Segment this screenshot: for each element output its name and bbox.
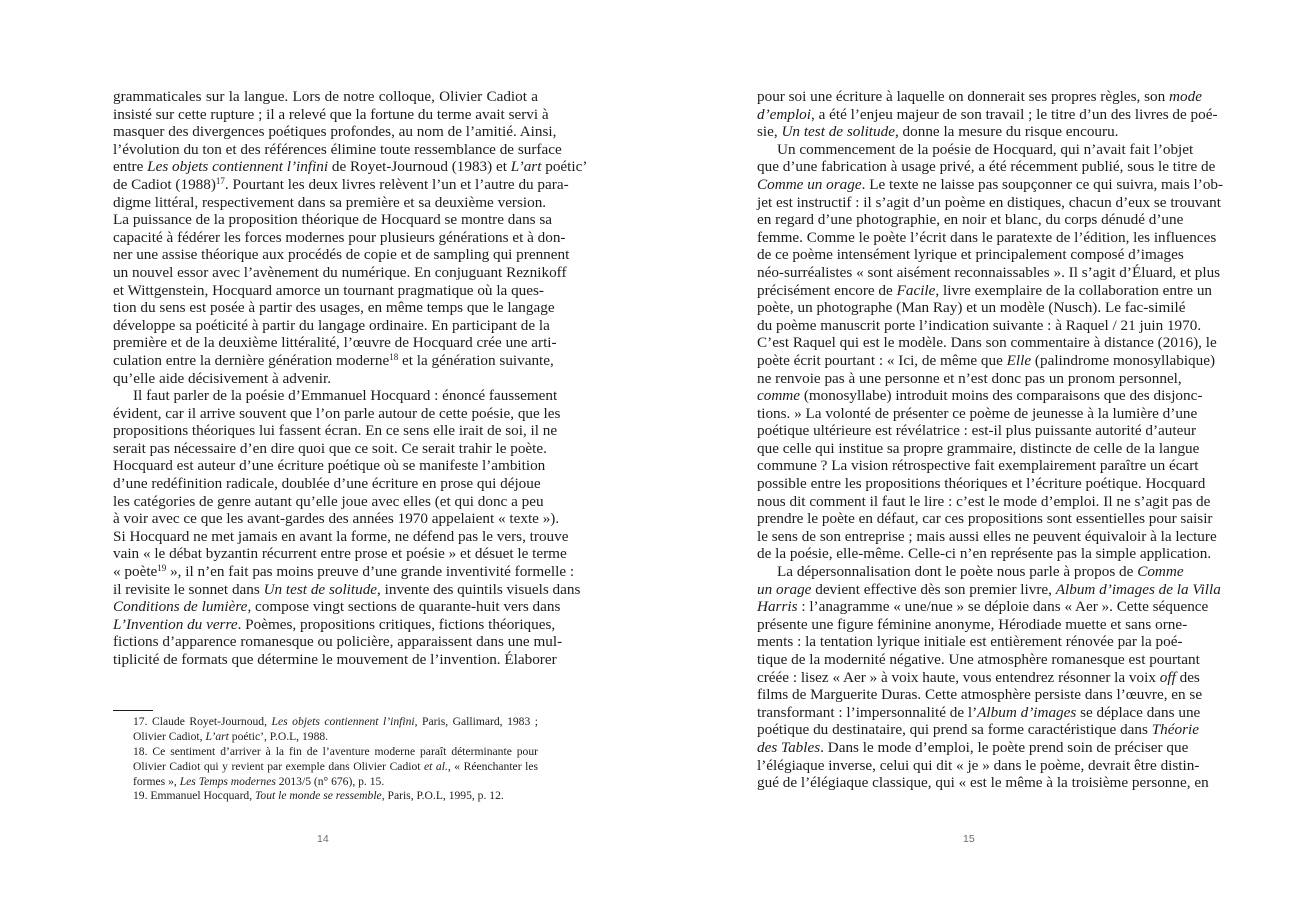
text-line	[757, 387, 1203, 405]
text-run: évident, car il arrive souvent que l’on parle autour de cette poésie, que les	[113, 404, 561, 422]
left-page	[0, 0, 646, 913]
text-run: 17. Claude Royet-Journoud,	[133, 715, 272, 728]
text-run: . Le texte ne laisse pas soupçonner ce qui suivra, mais l’ob-	[861, 175, 1224, 193]
text-run: , donne la mesure du risque encouru.	[894, 123, 1119, 141]
text-run: première et de la deuxième littéralité, l’œuvre de Hocquard crée une arti-	[113, 334, 557, 352]
text-line	[757, 580, 1221, 599]
text-line	[113, 510, 560, 528]
text-run: La puissance de la proposition théorique de Hocquard se montre dans sa	[113, 211, 553, 229]
italic-title: un orage	[757, 580, 812, 598]
text-line	[113, 246, 570, 264]
text-run: , compose vingt sections de quarante-huit vers dans	[247, 598, 561, 616]
text-run: « poète	[113, 563, 158, 581]
footnote-line	[133, 715, 538, 730]
page-number: 15	[963, 833, 975, 845]
italic-title: Conditions de lumière	[113, 598, 248, 616]
text-line	[113, 598, 561, 616]
text-line	[113, 334, 557, 352]
text-line	[113, 439, 547, 458]
text-line	[757, 158, 1216, 176]
text-line	[113, 370, 538, 388]
text-run: poétique du destinataire, qui prend sa forme caractéristique dans	[757, 721, 1152, 739]
text-line	[113, 175, 569, 194]
text-line	[757, 527, 1217, 546]
text-run: , Paris, Gallimard, 1983 ;	[414, 715, 539, 728]
text-run: films de Marguerite Duras. Cette atmosphère persiste dans l’œuvre, en se	[757, 686, 1203, 704]
italic-title: et al.	[424, 759, 448, 773]
text-run: poétique ultérieure est révélatrice : est-il plus puissante autorité d’auteur	[757, 422, 1197, 440]
text-line	[757, 334, 1217, 352]
text-run: femme. Comme le poète l’écrit dans le paratexte de l’édition, les influences	[757, 228, 1217, 246]
text-run: propositions théoriques lui fassent écran. En ce sens elle irait de soi, il ne	[113, 422, 558, 440]
text-run: à voir avec ce que les avant-gardes des années 1970 appelaient « texte »).	[113, 510, 560, 528]
text-run: l’évolution du ton et des références élimine toute ressemblance de surface	[113, 140, 562, 158]
text-run: : l’anagramme « une/nue » se déploie dans « Aer ». Cette séquence	[797, 598, 1209, 616]
text-run: commune ? La vision rétrospective fait exemplairement paraître un écart	[757, 457, 1199, 475]
text-line	[757, 211, 1184, 229]
text-run: tique de la modernité négative. Une atmosphère romanesque est pourtant	[757, 651, 1200, 668]
text-run: Il faut parler de la poésie d’Emmanuel Hocquard : énoncé faussement	[133, 387, 558, 405]
text-line	[757, 228, 1217, 247]
text-run: 2013/5 (n° 676), p. 15.	[275, 774, 385, 788]
text-line	[757, 651, 1200, 669]
text-run: La dépersonnalisation dont le poète nous parle à propos de	[777, 563, 1138, 581]
text-run: nous dit comment il faut le lire : c’est le mode d’emploi. Il ne s’agit pas de	[757, 492, 1211, 510]
text-run: . Dans le mode d’emploi, le poète prend soin de préciser que	[820, 738, 1189, 756]
text-line	[757, 193, 1221, 212]
text-run: transformant : l’impersonnalité de l’	[757, 703, 978, 721]
text-run: ne renvoie pas à une personne et n’est donc pas un pronom personnel,	[757, 369, 1182, 387]
text-line	[757, 475, 1206, 493]
text-line	[757, 439, 1200, 458]
text-line	[757, 246, 1184, 264]
page-number: 14	[317, 833, 329, 845]
body-text	[757, 88, 1224, 792]
text-line	[113, 105, 549, 124]
italic-title: Facile	[896, 281, 936, 299]
text-run: des	[1175, 668, 1200, 686]
text-run: que celle qui institue sa propre grammaire, distincte de celle de la langue	[757, 439, 1200, 457]
text-line	[757, 510, 1213, 528]
text-line	[757, 299, 1186, 317]
text-run: le sens de son entreprise ; mais aussi elles ne peuvent équivaloir à la lecture	[757, 527, 1217, 545]
text-run: masquer des divergences poétiques profondes, au nom de l’amitié. Ainsi,	[113, 123, 557, 141]
footnote-line	[133, 789, 538, 804]
text-line	[757, 422, 1197, 440]
text-run: . Poèmes, propositions critiques, fictions théoriques,	[237, 615, 556, 633]
text-run: Hocquard est auteur d’une écriture poétique où se manifeste l’ambition	[113, 457, 546, 475]
footnote-reference[interactable]: 19	[157, 563, 167, 574]
text-run: poétic’, P.O.L, 1988.	[228, 729, 329, 743]
text-run: ner une assise théorique aux procédés de copie et de sampling qui prennent	[113, 246, 570, 264]
footnote-reference[interactable]: 18	[389, 351, 399, 362]
italic-title: comme	[757, 387, 801, 405]
text-run: tiplicité de formats que détermine le mouvement de l’invention. Élaborer	[113, 651, 557, 668]
text-line	[113, 193, 547, 212]
text-run: et la génération suivante,	[398, 351, 554, 369]
text-run: gué de l’élégiaque classique, qui « est le même à la troisième personne, en	[757, 774, 1209, 792]
text-run: insisté sur cette rupture ; il a relevé que la fortune du terme avait servi à	[113, 105, 549, 123]
footnote-line	[133, 775, 538, 790]
text-line	[113, 123, 557, 141]
footnote-separator	[113, 710, 153, 711]
text-run: . Pourtant les deux livres relèvent l’un et l’autre du para-	[224, 175, 569, 193]
text-line	[757, 123, 1181, 141]
text-line	[113, 457, 546, 475]
text-run: l’élégiaque inverse, celui qui dit « je » dans le poème, devrait être distin-	[757, 756, 1200, 774]
text-run: , invente des quintils visuels dans	[377, 580, 581, 598]
text-line	[113, 615, 556, 634]
footnote-line	[133, 745, 538, 760]
text-run: digme littéral, respectivement dans sa première et sa deuxième version.	[113, 193, 547, 211]
text-run: que d’une fabrication à usage privé, a été récemment publié, sous le titre de	[757, 158, 1216, 176]
italic-title: des Tables	[757, 738, 821, 756]
text-line	[757, 703, 1201, 722]
text-run: », il n’en fait pas moins preuve d’une grande inventivité formelle :	[166, 563, 575, 581]
right-page	[646, 0, 1293, 913]
text-run: fictions d’apparence romanesque ou policière, apparaissent dans une mul-	[113, 633, 563, 651]
text-run: poète écrit pourtant : « Ici, de même que	[757, 351, 1007, 369]
italic-title: Harris	[757, 598, 798, 616]
text-run: 18. Ce sentiment d’arriver à la fin de l’aventure moderne paraît déterminante pour	[133, 744, 538, 758]
footnotes	[133, 715, 538, 804]
text-run: (palindrome monosyllabique)	[1031, 351, 1216, 369]
italic-title: Un test de solitude	[781, 123, 895, 141]
text-run: , « Réenchanter les	[447, 759, 538, 773]
text-line	[757, 633, 1181, 651]
text-run: 19. Emmanuel Hocquard,	[133, 789, 256, 803]
text-line	[113, 351, 554, 370]
text-run: formes »,	[133, 774, 180, 788]
text-run: prendre le poète en défaut, car ces propositions sont essentielles pour saisir	[757, 510, 1213, 528]
text-line	[757, 668, 1200, 687]
text-run: créée : lisez « Aer » à voix haute, vous entendrez résonner la voix	[757, 668, 1160, 686]
text-line	[757, 686, 1203, 704]
text-line	[113, 299, 555, 317]
text-line	[757, 563, 1184, 581]
text-line	[757, 615, 1188, 634]
text-line	[113, 404, 561, 423]
text-run: de ce poème intensément lyrique et principalement composé d’images	[757, 246, 1184, 264]
text-run: sie,	[757, 123, 782, 141]
text-line	[113, 228, 566, 247]
text-line	[757, 281, 1213, 300]
italic-title: L’art	[205, 729, 229, 743]
italic-title: mode	[1169, 88, 1202, 105]
italic-title: Les objets contiennent l’infini	[147, 158, 329, 176]
italic-title: Album d’images	[977, 703, 1077, 721]
text-run: un nouvel essor avec l’avènement du numérique. En conjuguant Reznikoff	[113, 263, 567, 281]
text-line	[757, 457, 1199, 475]
text-line	[757, 545, 1212, 563]
text-run: ments : la tentation lyrique initiale est entièrement rénovée par la poé-	[757, 633, 1183, 651]
text-run: vain « le débat byzantin récurrent entre prose et poésie » et désuet le terme	[113, 545, 567, 563]
text-line	[757, 263, 1221, 282]
text-run: C’est Raquel qui est le modèle. Dans son commentaire à distance (2016), le	[757, 334, 1217, 352]
text-line	[113, 316, 550, 335]
text-run: se déplace dans une	[1076, 703, 1201, 721]
italic-title: Théorie	[1151, 721, 1199, 739]
text-line	[757, 492, 1211, 511]
text-run: Olivier Cadiot qui y revient par exemple dans Olivier Cadiot	[133, 759, 425, 773]
text-line	[113, 527, 569, 546]
text-line	[113, 263, 567, 282]
text-run: du poème manuscrit porte l’indication suivante : à Raquel / 21 juin 1970.	[757, 316, 1202, 334]
text-run: qu’elle aide décisivement à advenir.	[113, 369, 332, 387]
text-run: , livre exemplaire de la collaboration entre un	[935, 281, 1213, 299]
text-line	[113, 651, 557, 669]
text-run: les catégories de genre autant qu’elle joue avec elles (et qui donc a peu	[113, 492, 544, 510]
text-run: grammaticales sur la langue. Lors de notre colloque, Olivier Cadiot a	[113, 88, 538, 105]
italic-title: Les Temps modernes	[179, 774, 276, 788]
italic-title: Album d’images de la Villa	[1055, 580, 1221, 598]
italic-title: Les objets contiennent l’infini	[271, 715, 415, 728]
text-run: en regard d’une photographie, en noir et blanc, du corps dénudé d’une	[757, 211, 1184, 229]
body-text	[113, 88, 588, 669]
text-line	[113, 88, 538, 106]
text-run: entre	[113, 158, 148, 176]
footnote-reference[interactable]: 17	[215, 175, 225, 186]
text-run: tions. » La volonté de présenter ce poème de jeunesse à la lumière d’une	[757, 404, 1198, 422]
text-line	[113, 492, 544, 511]
text-run: Si Hocquard ne met jamais en avant la forme, ne défend pas le vers, trouve	[113, 527, 569, 545]
text-line	[113, 475, 541, 493]
text-line	[757, 370, 1181, 388]
text-line	[757, 351, 1216, 370]
text-run: (monosyllabe) introduit moins des comparaisons que des disjonc-	[800, 387, 1203, 405]
italic-title: off	[1159, 668, 1176, 686]
text-run: tion du sens est posée à partir des usages, en même temps que le langage	[113, 299, 555, 317]
text-run: , a été l’enjeu majeur de son travail ; le titre d’un des livres de poé-	[811, 105, 1218, 123]
text-run: précisément encore de	[757, 281, 897, 299]
text-line	[113, 422, 558, 440]
text-line	[757, 88, 1202, 106]
text-line	[757, 404, 1198, 423]
text-run: Un commencement de la poésie de Hocquard, qui n’avait fait l’objet	[777, 140, 1194, 158]
text-line	[113, 545, 567, 563]
text-run: culation entre la dernière génération moderne	[113, 351, 390, 369]
text-run: il revisite le sonnet dans	[113, 580, 264, 598]
text-line	[757, 756, 1200, 775]
text-line	[113, 387, 558, 405]
text-run: et Wittgenstein, Hocquard amorce un tournant pragmatique où la ques-	[113, 281, 544, 299]
text-run: de la poésie, elle-même. Celle-ci n’en représente pas la simple application.	[757, 545, 1212, 563]
italic-title: Comme un orage	[757, 175, 862, 193]
text-line	[113, 140, 562, 159]
text-run: néo-surréalistes « sont aisément reconnaissables ». Il s’agit d’Éluard, et plus	[757, 263, 1221, 281]
text-run: présente une figure féminine anonyme, Hérodiade muette et sans orne-	[757, 615, 1188, 633]
text-run: devient effective dès son premier livre,	[811, 580, 1056, 598]
italic-title: Comme	[1137, 563, 1184, 581]
text-run: serait pas nécessaire d’en dire quoi que ce soit. Ce serait trahir le poète.	[113, 439, 547, 457]
text-line	[757, 774, 1209, 792]
text-line	[113, 563, 575, 581]
text-run: Olivier Cadiot,	[133, 729, 206, 743]
italic-title: Tout le monde se ressemble	[255, 789, 382, 803]
text-run: , Paris, P.O.L, 1995, p. 12.	[381, 789, 504, 803]
text-run: possible entre les propositions théoriques et l’écriture poétique. Hocquard	[757, 475, 1206, 493]
text-line	[113, 633, 563, 651]
italic-title: d’emploi	[757, 105, 811, 123]
text-line	[757, 316, 1202, 335]
text-line	[113, 281, 544, 300]
text-run: poète, un photographe (Man Ray) et un modèle (Nusch). Le fac-similé	[757, 299, 1186, 317]
text-run: d’une redéfinition radicale, doublée d’une écriture en prose qui déjoue	[113, 475, 541, 493]
text-line	[757, 598, 1209, 616]
text-line	[757, 738, 1189, 757]
text-run: jet est instructif : il s’agit d’un poème en distiques, chacun d’eux se trouvant	[757, 193, 1221, 211]
text-run: de Cadiot (1988)	[113, 175, 216, 193]
italic-title: Un test de solitude	[263, 580, 378, 598]
text-run: pour soi une écriture à laquelle on donnerait ses propres règles, son	[757, 88, 1170, 105]
text-line	[757, 140, 1194, 159]
text-line	[757, 721, 1199, 739]
text-run: capacité à fédérer les forces modernes pour plusieurs générations et à don-	[113, 228, 566, 246]
italic-title: L’art	[510, 158, 542, 176]
text-line	[757, 175, 1224, 194]
italic-title: Elle	[1006, 351, 1032, 369]
footnote-line	[133, 730, 538, 745]
text-line	[757, 105, 1218, 124]
text-line	[113, 211, 553, 229]
italic-title: L’Invention du verre	[113, 615, 238, 633]
text-line	[113, 158, 588, 176]
text-run: de Royet-Journoud (1983) et	[328, 158, 511, 176]
text-run: développe sa poéticité à partir du langage ordinaire. En participant de la	[113, 316, 550, 334]
footnote-line	[133, 760, 538, 775]
text-line	[113, 580, 581, 599]
text-run: poétic’	[541, 158, 588, 176]
